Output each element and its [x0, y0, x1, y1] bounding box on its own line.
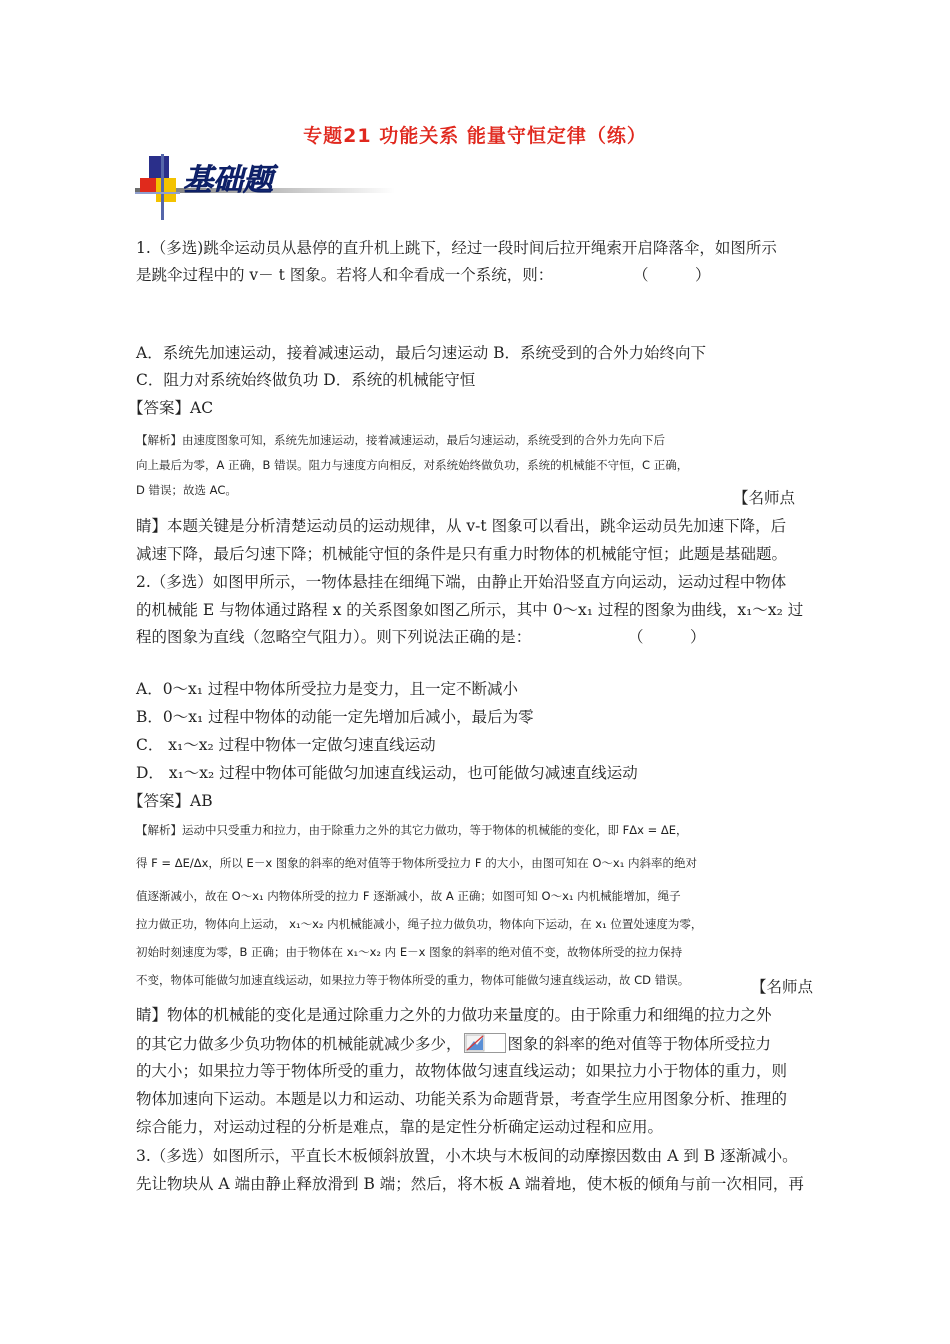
- q1-answer: 【答案】AC: [128, 399, 214, 417]
- section-banner-basic-questions: [135, 154, 395, 220]
- q1-stem-text: 是跳伞过程中的 v－ t 图象。若将人和伞看成一个系统，则：: [136, 266, 554, 284]
- q2-teacher-line-3: 的大小；如果拉力等于物体所受的重力，故物体做匀速直线运动；如果拉力小于物体的重力，则: [136, 1062, 788, 1080]
- q2-answer-paren: （ ）: [628, 628, 706, 646]
- q2-analysis-line-1: 【解析】运动中只受重力和拉力，由于除重力之外的其它力做功，等于物体的机械能的变化，即 FΔx = ΔE，: [136, 823, 688, 837]
- q1-stem-line-2: [136, 265, 553, 285]
- q2-option-b: B．0～x₁ 过程中物体的动能一定先增加后减小，最后为零: [136, 708, 534, 726]
- q2-teacher-line-1: 睛】物体的机械能的变化是通过除重力之外的力做功来量度的。由于除重力和细绳的拉力之外: [136, 1006, 772, 1024]
- q1-analysis-line-3: D 错误；故选 AC。: [136, 483, 237, 497]
- q2-stem-line-3: 程的图象为直线（忽略空气阻力）。则下列说法正确的是：: [136, 628, 532, 646]
- q1-analysis-line-1: 【解析】由速度图象可知，系统先加速运动，接着减速运动，最后匀速运动，系统受到的合外力先向下后: [136, 433, 665, 447]
- q2-analysis-line-2: 得 F = ΔE/Δx，所以 E－x 图象的斜率的绝对值等于物体所受拉力 F 的大小，由图可知在 O～x₁ 内斜率的绝对: [136, 856, 697, 870]
- q2-teacher-tag: 【名师点: [751, 978, 814, 996]
- q2-analysis-line-3: 值逐渐减小，故在 O～x₁ 内物体所受的拉力 F 逐渐减小，故 A 正确；如图可知 O～x₁ 内机械能增加，绳子: [136, 889, 681, 903]
- q2-teacher-line-5: 综合能力，对运动过程的分析是难点，靠的是定性分析确定运动过程和应用。: [136, 1118, 664, 1136]
- page-title: 专题21 功能关系 能量守恒定律（练）: [303, 125, 647, 147]
- q2-option-d: D． x₁～x₂ 过程中物体可能做匀加速直线运动，也可能做匀减速直线运动: [136, 764, 638, 782]
- q1-stem-line-1: 1.（多选)跳伞运动员从悬停的直升机上跳下，经过一段时间后拉开绳索开启降落伞，如图所示: [136, 239, 777, 257]
- q2-stem-line-2: 的机械能 E 与物体通过路程 x 的关系图象如图乙所示，其中 0～x₁ 过程的图象为曲线，x₁～x₂ 过: [136, 601, 804, 619]
- q2-stem-line-1: 2.（多选）如图甲所示，一物体悬挂在细绳下端，由静止开始沿竖直方向运动，运动过程中物体: [136, 573, 787, 591]
- q1-analysis-line-2: 向上最后为零，A 正确，B 错误。阻力与速度方向相反，对系统始终做负功，系统的机械能不守恒，C 正确，: [136, 458, 689, 472]
- q2-answer: 【答案】AB: [128, 792, 213, 810]
- q2-analysis-line-6: 不变，物体可能做匀加速直线运动，如果拉力等于物体所受的重力，物体可能做匀速直线运动，故 CD 错误。: [136, 973, 690, 987]
- q2-analysis-line-5: 初始时刻速度为零，B 正确；由于物体在 x₁～x₂ 内 E－x 图象的斜率的绝对值不变，故物体所受的拉力保持: [136, 945, 683, 959]
- q2-analysis-line-4: 拉力做正功，物体向上运动， x₁～x₂ 内机械能减小，绳子拉力做负功，物体向下运动，在 x₁ 位置处速度为零，: [136, 917, 703, 931]
- q1-answer-paren: （ ）: [633, 266, 711, 284]
- q1-teacher-tag: 【名师点: [733, 489, 796, 507]
- q2-option-a: A．0～x₁ 过程中物体所受拉力是变力，且一定不断减小: [136, 680, 518, 698]
- q2-teacher-line-4: 物体加速向下运动。本题是以力和运动、功能关系为命题背景，考查学生应用图象分析、推理的: [136, 1090, 788, 1108]
- q2-teacher-line-2: [136, 1033, 771, 1054]
- q2-option-c: C． x₁～x₂ 过程中物体一定做匀速直线运动: [136, 736, 436, 754]
- q1-options-cd: C．阻力对系统始终做负功 D．系统的机械能守恒: [136, 371, 476, 389]
- q3-stem-line-2: 先让物块从 A 端由静止释放滑到 B 端；然后，将木板 A 端着地，使木板的倾角与前一次相同，再: [136, 1175, 804, 1193]
- q3-stem-line-1: 3.（多选）如图所示，平直长木板倾斜放置，小木块与木板间的动摩擦因数由 A 到 B 逐渐减小。: [136, 1147, 798, 1165]
- q1-teacher-line-2: 减速下降，最后匀速下降；机械能守恒的条件是只有重力时物体的机械能守恒；此题是基础题。: [136, 545, 788, 563]
- q2-teacher-line-2b: 图象的斜率的绝对值等于物体所受拉力: [507, 1035, 772, 1053]
- broken-image-icon: [464, 1033, 506, 1053]
- q2-teacher-line-2a: 的其它力做多少负功物体的机械能就减少多少，: [136, 1035, 462, 1053]
- q1-teacher-line-1: 睛】本题关键是分析清楚运动员的运动规律，从 v-t 图象可以看出，跳伞运动员先加速下降，后: [136, 517, 787, 535]
- q1-options-ab: A．系统先加速运动，接着减速运动，最后匀速运动 B．系统受到的合外力始终向下: [136, 344, 707, 362]
- banner-text: 基础题: [183, 163, 273, 198]
